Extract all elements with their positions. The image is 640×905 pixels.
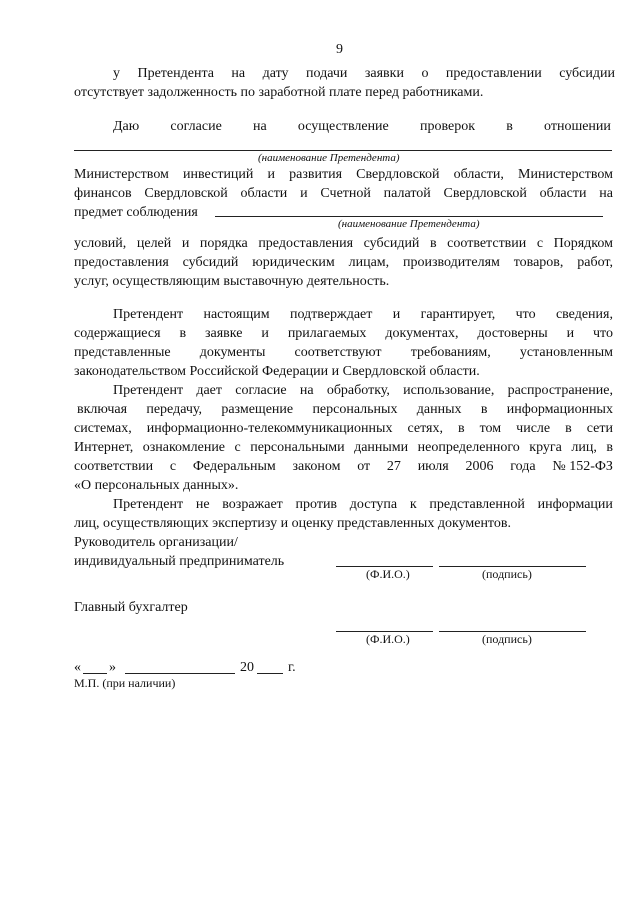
word: обработку, bbox=[326, 383, 390, 398]
word: согласие bbox=[170, 119, 222, 134]
word: Счетной bbox=[320, 186, 371, 201]
word: в bbox=[179, 326, 187, 341]
word: и bbox=[566, 326, 575, 341]
date-year-blank bbox=[257, 673, 283, 674]
consent-line-6 bbox=[74, 253, 613, 272]
word: проверок bbox=[419, 119, 476, 134]
confirm-line-3 bbox=[74, 343, 613, 362]
word: сведения, bbox=[555, 307, 613, 322]
accountant-fio-caption: (Ф.И.О.) bbox=[366, 632, 410, 646]
word: на bbox=[599, 186, 613, 201]
word: информации bbox=[537, 497, 613, 512]
word: лиц, bbox=[571, 440, 597, 455]
word: Даю bbox=[113, 119, 140, 134]
word: содержащиеся bbox=[74, 326, 161, 341]
word: в bbox=[429, 236, 437, 251]
word: установленным bbox=[519, 345, 613, 360]
word: производителям bbox=[403, 255, 500, 270]
debt-line-2: отсутствует задолженность по заработной плате перед работниками. bbox=[74, 85, 484, 100]
word: что bbox=[593, 326, 613, 341]
word: условий, bbox=[74, 236, 127, 251]
word: Федеральным bbox=[192, 459, 276, 474]
word: порядка bbox=[199, 236, 248, 251]
word: Претендент bbox=[113, 383, 184, 398]
word: что bbox=[515, 307, 536, 322]
word: против bbox=[295, 497, 338, 512]
applicant-name-blank-1 bbox=[74, 150, 612, 151]
word: 27 bbox=[386, 459, 401, 474]
word: в bbox=[606, 440, 613, 455]
word: гарантирует, bbox=[420, 307, 496, 322]
word: и bbox=[300, 186, 308, 201]
personal-line-2 bbox=[77, 400, 613, 419]
word: требованиям, bbox=[410, 345, 491, 360]
word: у bbox=[113, 66, 120, 81]
word: в bbox=[457, 421, 465, 436]
accountant-signature-caption: (подпись) bbox=[482, 632, 532, 646]
word: осуществление bbox=[297, 119, 389, 134]
stamp-note: М.П. (при наличии) bbox=[74, 676, 176, 690]
consent-line-5 bbox=[74, 234, 613, 253]
word: к bbox=[409, 497, 417, 512]
personal-line-5 bbox=[74, 457, 613, 476]
word: в bbox=[506, 119, 513, 134]
word: и bbox=[181, 236, 190, 251]
word: финансов bbox=[74, 186, 132, 201]
word: настоящим bbox=[203, 307, 270, 322]
consent-line-4: предмет соблюдения bbox=[74, 205, 198, 220]
word: представленной bbox=[429, 497, 525, 512]
accountant-label: Главный бухгалтер bbox=[74, 600, 188, 615]
word: информационных bbox=[506, 402, 613, 417]
word: области bbox=[539, 186, 587, 201]
date-year-prefix: 20 bbox=[240, 660, 254, 675]
word: палатой bbox=[383, 186, 431, 201]
word: подтверждает bbox=[289, 307, 373, 322]
word: ознакомление bbox=[142, 440, 226, 455]
access-line-1 bbox=[113, 495, 613, 514]
word: соответствуют bbox=[294, 345, 382, 360]
word: данных bbox=[416, 402, 462, 417]
word: о bbox=[421, 66, 429, 81]
word: представленные bbox=[74, 345, 171, 360]
confirm-line-4: законодательством Российской Федерации и Свердловской области. bbox=[74, 364, 480, 379]
word: № 152-ФЗ bbox=[552, 459, 613, 474]
word: дает bbox=[196, 383, 223, 398]
word: Свердловской bbox=[144, 186, 228, 201]
word: системах, bbox=[74, 421, 132, 436]
word: документах, bbox=[385, 326, 459, 341]
word: сетях, bbox=[407, 421, 443, 436]
word: согласие bbox=[235, 383, 287, 398]
word: том bbox=[479, 421, 502, 436]
word: от bbox=[357, 459, 371, 474]
word: возражает bbox=[222, 497, 283, 512]
word: целей bbox=[136, 236, 172, 251]
word: товаров, bbox=[513, 255, 564, 270]
word: Порядком bbox=[553, 236, 613, 251]
word: Претендент bbox=[113, 307, 184, 322]
word: информационно-телекоммуникационных bbox=[146, 421, 393, 436]
confirm-line-1 bbox=[113, 305, 613, 324]
word: на bbox=[299, 383, 314, 398]
personal-line-6: «О персональных данных». bbox=[74, 478, 239, 493]
word: заявки bbox=[364, 66, 404, 81]
word: и bbox=[392, 307, 401, 322]
head-fio-caption: (Ф.И.О.) bbox=[366, 567, 410, 581]
word: с bbox=[169, 459, 177, 474]
word: не bbox=[195, 497, 210, 512]
head-label-2: индивидуальный предприниматель bbox=[74, 554, 285, 569]
applicant-name-caption-2: (наименование Претендента) bbox=[338, 218, 480, 230]
confirm-line-2 bbox=[74, 324, 613, 343]
word: персональных bbox=[312, 402, 398, 417]
word: и bbox=[261, 326, 269, 341]
word: года bbox=[510, 459, 536, 474]
word: с bbox=[536, 236, 544, 251]
word: заявке bbox=[205, 326, 243, 341]
word: предоставлении bbox=[445, 66, 542, 81]
word: использование, bbox=[403, 383, 495, 398]
personal-line-4 bbox=[74, 438, 613, 457]
word: предоставления bbox=[258, 236, 354, 251]
consent-line-3 bbox=[74, 184, 613, 203]
access-line-2: лиц, осуществляющих экспертизу и оценку представленных документов. bbox=[74, 516, 511, 531]
word: и bbox=[267, 167, 276, 182]
word: Министерством bbox=[518, 167, 613, 182]
word: Министерством bbox=[74, 167, 169, 182]
word: лицам, bbox=[348, 255, 390, 270]
date-close-quote: » bbox=[109, 660, 116, 675]
word: области bbox=[240, 186, 288, 201]
word: работ, bbox=[577, 255, 613, 270]
word: достоверны bbox=[477, 326, 548, 341]
word: подачи bbox=[306, 66, 348, 81]
word: в bbox=[480, 402, 488, 417]
word: данными bbox=[354, 440, 409, 455]
debt-line-1 bbox=[113, 64, 615, 83]
word: доступа bbox=[349, 497, 398, 512]
word: Свердловской bbox=[443, 186, 527, 201]
word: распространение, bbox=[507, 383, 613, 398]
word: юридическим bbox=[252, 255, 335, 270]
date-month-blank bbox=[125, 673, 235, 674]
consent-line-7: услуг, осуществляющим выставочную деятельность. bbox=[74, 274, 390, 289]
word: на bbox=[231, 66, 246, 81]
consent-line-2 bbox=[74, 165, 613, 184]
word: Свердловской bbox=[356, 167, 440, 182]
personal-line-1 bbox=[113, 381, 613, 400]
word: документы bbox=[199, 345, 266, 360]
applicant-name-blank-2 bbox=[215, 216, 603, 217]
word: дату bbox=[262, 66, 289, 81]
word: Интернет, bbox=[74, 440, 134, 455]
word: предоставления bbox=[74, 255, 169, 270]
date-year-suffix: г. bbox=[288, 660, 296, 675]
word: включая bbox=[77, 402, 128, 417]
word: неопределенного bbox=[417, 440, 520, 455]
head-label-1: Руководитель организации/ bbox=[74, 535, 238, 550]
word: субсидии bbox=[559, 66, 615, 81]
personal-line-3 bbox=[74, 419, 613, 438]
word: передачу, bbox=[146, 402, 202, 417]
head-signature-caption: (подпись) bbox=[482, 567, 532, 581]
word: размещение bbox=[221, 402, 294, 417]
word: круга bbox=[529, 440, 562, 455]
word: на bbox=[252, 119, 267, 134]
word: субсидий bbox=[182, 255, 239, 270]
word: числе bbox=[516, 421, 551, 436]
consent-line-1 bbox=[113, 117, 611, 136]
word: персональными bbox=[250, 440, 345, 455]
word: июля bbox=[417, 459, 449, 474]
word: 2006 bbox=[465, 459, 494, 474]
word: сети bbox=[586, 421, 613, 436]
word: инвестиций bbox=[183, 167, 254, 182]
applicant-name-caption-1: (наименование Претендента) bbox=[258, 152, 400, 164]
word: с bbox=[234, 440, 241, 455]
word: прилагаемых bbox=[287, 326, 367, 341]
word: развития bbox=[289, 167, 343, 182]
word: соответствии bbox=[447, 236, 527, 251]
word: законом bbox=[292, 459, 341, 474]
date-day-blank bbox=[83, 673, 107, 674]
page-number: 9 bbox=[336, 42, 343, 57]
word: Претендента bbox=[137, 66, 214, 81]
word: субсидий bbox=[363, 236, 420, 251]
word: Претендент bbox=[113, 497, 184, 512]
date-open-quote: « bbox=[74, 660, 81, 675]
word: соответствии bbox=[74, 459, 154, 474]
word: в bbox=[565, 421, 572, 436]
word: отношении bbox=[544, 119, 611, 134]
word: области, bbox=[453, 167, 504, 182]
